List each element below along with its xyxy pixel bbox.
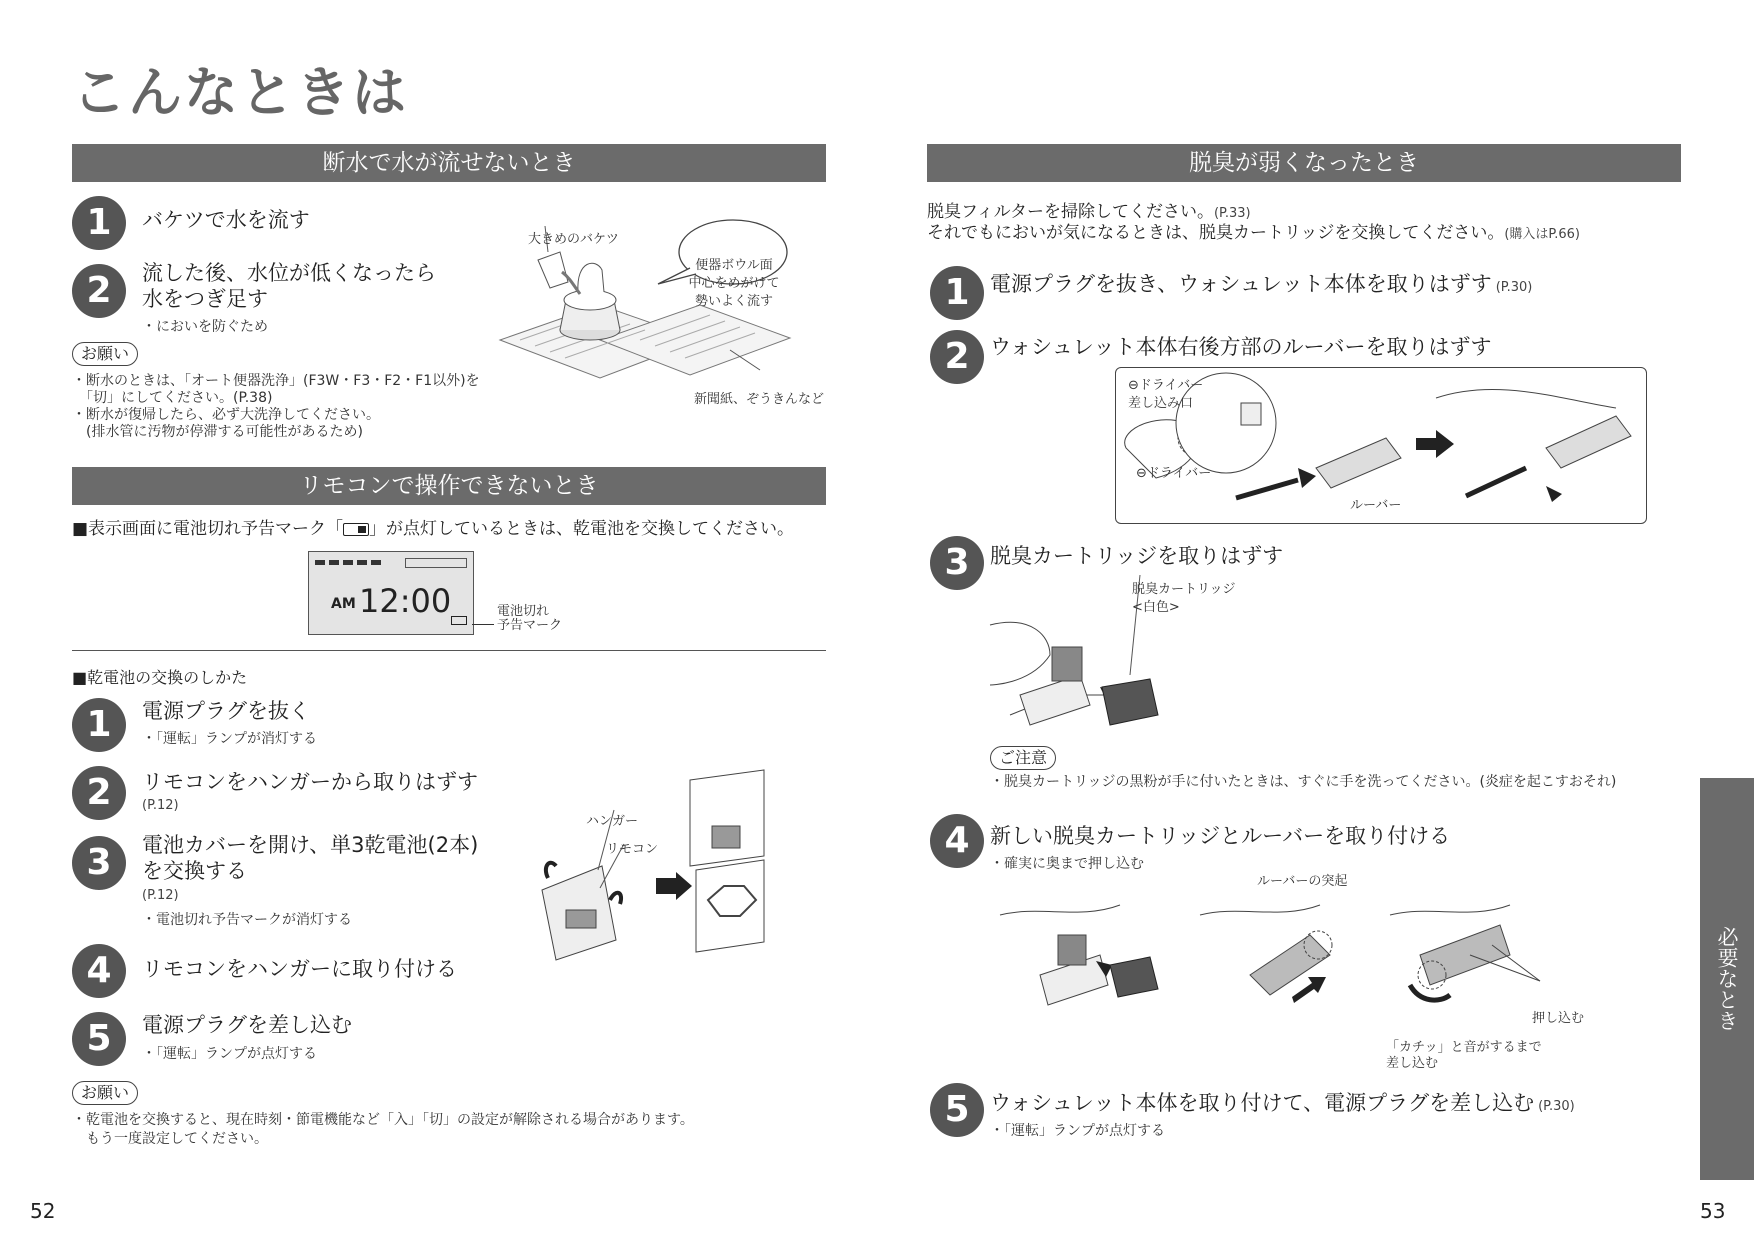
step-subtext: ・確実に奥まで押し込む <box>990 856 1144 872</box>
bubble-text: 勢いよく流す <box>694 294 773 309</box>
page-ref: (P.12) <box>142 798 179 813</box>
step-number: 1 <box>72 196 126 250</box>
step-subtext: ・電池切れ予告マークが消灯する <box>142 912 352 928</box>
section-header-deodorizer: 脱臭が弱くなったとき <box>927 144 1681 182</box>
step-number: 2 <box>72 264 126 318</box>
label-slot-driver: ⊖ドライバー <box>1128 378 1204 393</box>
step-text: 新しい脱臭カートリッジとルーバーを取り付ける <box>990 824 1451 848</box>
step-subtext: ・「運転」ランプが点灯する <box>990 1123 1165 1139</box>
step-subtext: ・においを防ぐため <box>142 319 268 335</box>
section-header-water: 断水で水が流せないとき <box>72 144 826 182</box>
note-line: ・断水のときは、「オート便器洗浄」(F3W・F3・F2・F1以外)を <box>72 373 480 389</box>
section-header-remote: リモコンで操作できないとき <box>72 467 826 505</box>
page-ref: (P.12) <box>142 888 179 903</box>
step-number: 2 <box>72 766 126 820</box>
page-ref: (P.30) <box>1538 1099 1575 1114</box>
label-slot: 差し込み口 <box>1128 396 1194 411</box>
note-line: ・乾電池を交換すると、現在時刻・節電機能など「入」「切」の設定が解除される場合があります。 <box>72 1112 694 1128</box>
lcd-indicator-icon <box>405 558 467 568</box>
caution-text: ・脱臭カートリッジの黒粉が手に付いたときは、すぐに手を洗ってください。(炎症を起こすおそれ) <box>990 774 1617 790</box>
note-line: (排水管に汚物が停滞する可能性があるため) <box>72 424 363 440</box>
page-ref: (P.33) <box>1213 206 1251 221</box>
label-cartridge: 脱臭カートリッジ <box>1132 582 1236 597</box>
caution-tag: ご注意 <box>990 746 1056 770</box>
side-tab-label: 必要なとき <box>1715 926 1739 1031</box>
page-title: こんなときは <box>72 61 408 124</box>
step-text <box>990 1089 1575 1121</box>
remote-intro-text: ■表示画面に電池切れ予告マーク「 <box>72 519 344 539</box>
remote-intro <box>72 514 794 539</box>
label-click: 差し込む <box>1386 1056 1439 1071</box>
intro-text: それでもにおいが気になるときは、脱臭カートリッジを交換してください。 <box>927 223 1505 243</box>
lcd-time: 12:00 <box>359 582 452 620</box>
bubble-text: 便器ボウル面 <box>695 258 773 273</box>
step-number: 5 <box>930 1083 984 1137</box>
label-louver: ルーバー <box>1350 498 1402 513</box>
step-text: 電源プラグを抜く <box>142 699 310 723</box>
step-text-main: ウォシュレット本体を取り付けて、電源プラグを差し込む <box>990 1091 1535 1115</box>
step-text: 水をつぎ足す <box>142 287 268 311</box>
step-number: 3 <box>930 536 984 590</box>
note-line: 「切」にしてください。(P.38) <box>72 390 273 406</box>
label-driver: ⊖ドライバー <box>1136 466 1212 481</box>
label-protrusion: ルーバーの突起 <box>1257 874 1348 889</box>
page-number-left: 52 <box>30 1199 56 1223</box>
remote-hanger-illustration <box>528 770 778 960</box>
battery-mark-label: 電池切れ <box>497 604 550 619</box>
step-number: 2 <box>930 330 984 384</box>
step-text: ウォシュレット本体右後方部のルーバーを取りはずす <box>990 335 1492 359</box>
bubble-text: 中心をめがけて <box>688 276 780 291</box>
illus-label-remocon: リモコン <box>606 842 659 857</box>
step-number: 3 <box>72 836 126 890</box>
step-text: 電源プラグを差し込む <box>142 1013 352 1037</box>
howto-heading: ■乾電池の交換のしかた <box>72 668 248 687</box>
side-tab <box>1700 778 1754 1180</box>
step-text: リモコンをハンガーに取り付ける <box>142 957 457 981</box>
step-text-main: 電源プラグを抜き、ウォシュレット本体を取りはずす <box>990 272 1492 296</box>
lcd-battery-icon <box>451 616 467 625</box>
label-click: 「カチッ」と音がするまで <box>1386 1040 1542 1055</box>
label-push: 押し込む <box>1532 1011 1585 1026</box>
lcd-segments-icon <box>315 560 381 569</box>
illus-label-hanger: ハンガー <box>586 814 639 829</box>
note-line: ・断水が復帰したら、必ず大洗浄してください。 <box>72 407 380 423</box>
step-number: 4 <box>930 814 984 868</box>
intro-line <box>927 218 1580 243</box>
label-cartridge-color: <白色> <box>1132 600 1180 615</box>
step-text: バケツで水を流す <box>142 208 310 232</box>
step-number: 1 <box>72 698 126 752</box>
divider <box>72 650 826 651</box>
step-number: 5 <box>72 1012 126 1066</box>
page-number-right: 53 <box>1700 1199 1726 1223</box>
illus-label-bucket: 大きめのバケツ <box>528 232 619 247</box>
step-number: 4 <box>72 944 126 998</box>
step-subtext: ・「運転」ランプが消灯する <box>142 731 317 747</box>
step-text: 電池カバーを開け、単3乾電池(2本) <box>142 833 479 857</box>
page-ref: (P.30) <box>1495 280 1533 295</box>
remote-intro-text: 」が点灯しているときは、乾電池を交換してください。 <box>369 519 795 539</box>
request-tag: お願い <box>72 1081 138 1105</box>
request-tag: お願い <box>72 342 138 366</box>
battery-mark-label: 予告マーク <box>497 618 563 633</box>
leader-line <box>472 624 494 625</box>
step-subtext: ・「運転」ランプが点灯する <box>142 1046 317 1062</box>
battery-mark-icon <box>343 523 369 536</box>
lcd-am: AM <box>331 596 356 612</box>
illus-label-paper: 新聞紙、ぞうきんなど <box>694 392 825 407</box>
step-text <box>990 270 1532 302</box>
remote-lcd-display <box>308 551 474 635</box>
step-text: リモコンをハンガーから取りはずす <box>142 770 478 794</box>
note-line: もう一度設定してください。 <box>72 1131 268 1147</box>
intro-text: 脱臭フィルターを掃除してください。 <box>927 202 1214 222</box>
step-text: 流した後、水位が低くなったら <box>142 261 436 285</box>
step-text: 脱臭カートリッジを取りはずす <box>990 544 1284 568</box>
step-text: を交換する <box>142 859 247 883</box>
cartridge-install-illustration <box>1000 885 1600 1015</box>
page-ref: (購入はP.66) <box>1504 227 1580 242</box>
step-number: 1 <box>930 266 984 320</box>
